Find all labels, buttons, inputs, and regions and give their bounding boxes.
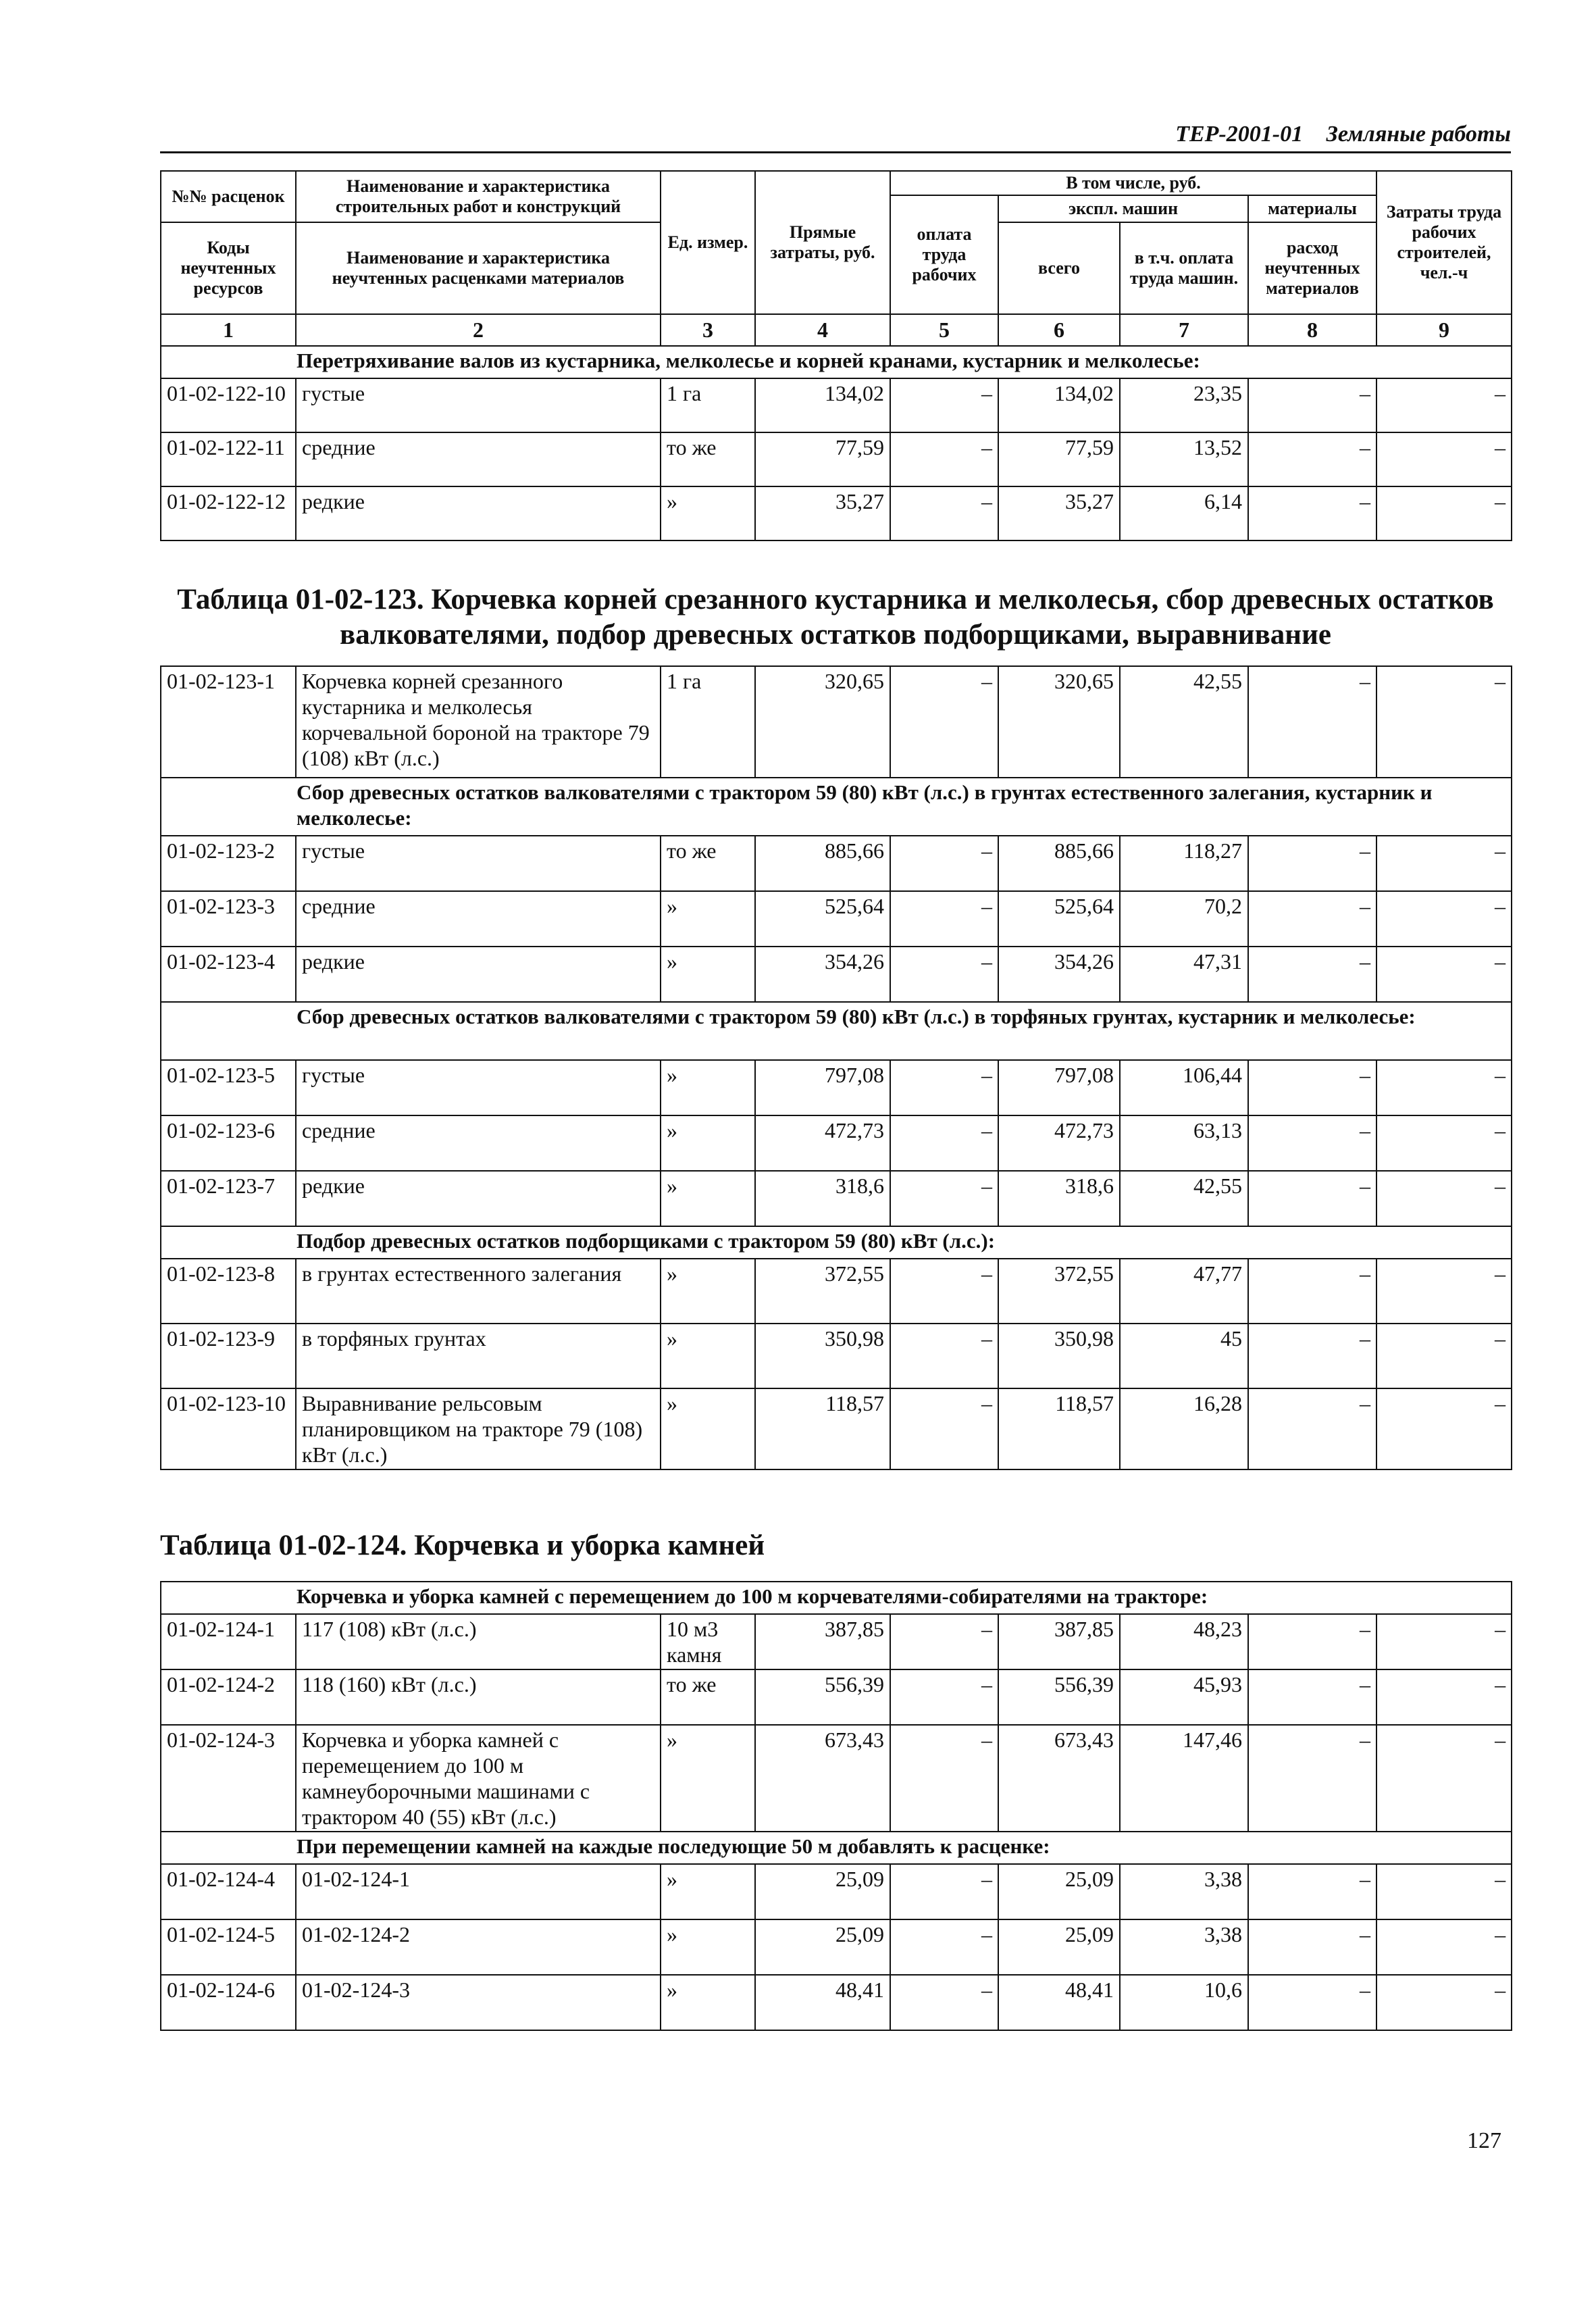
column-number: 4: [755, 314, 890, 346]
machine-labor-cost: 45: [1120, 1324, 1248, 1388]
table-row: [161, 1864, 1512, 1919]
unit: »: [661, 1171, 755, 1226]
table-row: [161, 1388, 1512, 1469]
labor-hours: –: [1376, 486, 1512, 540]
group-header: В том числе, руб.: [890, 171, 1376, 195]
machine-labor-cost: 10,6: [1120, 1975, 1248, 2030]
machine-cost: 48,41: [998, 1975, 1120, 2030]
machine-labor-cost: 6,14: [1120, 486, 1248, 540]
col5-header: оплата труда рабочих: [890, 195, 998, 314]
materials-cost: –: [1248, 1060, 1376, 1115]
rate-code: 01-02-123-6: [161, 1115, 296, 1171]
direct-cost: 134,02: [755, 378, 890, 432]
machine-cost: 25,09: [998, 1919, 1120, 1975]
work-name: средние: [296, 891, 661, 947]
unit: то же: [661, 432, 755, 486]
work-name: Корчевка и уборка камней с перемещением до 100 м камнеуборочными машинами с трактором 40 (55) кВт (л.с.): [296, 1725, 661, 1832]
work-name: в торфяных грунтах: [296, 1324, 661, 1388]
unit: »: [661, 1388, 755, 1469]
materials-cost: –: [1248, 1864, 1376, 1919]
table-row: [161, 1171, 1512, 1226]
rate-code: 01-02-123-10: [161, 1388, 296, 1469]
labor-hours: –: [1376, 1919, 1512, 1975]
section-heading: Перетряхивание валов из кустарника, мелколесье и корней кранами, кустарник и мелколесье:: [161, 346, 1512, 378]
table-row: [161, 947, 1512, 1002]
materials-cost: –: [1248, 378, 1376, 432]
machine-cost: 525,64: [998, 891, 1120, 947]
materials-cost: –: [1248, 891, 1376, 947]
direct-cost: 354,26: [755, 947, 890, 1002]
document-code: ТЕР-2001-01: [1175, 122, 1304, 147]
materials-cost: –: [1248, 836, 1376, 891]
rate-code: 01-02-124-4: [161, 1864, 296, 1919]
machine-labor-cost: 13,52: [1120, 432, 1248, 486]
materials-cost: –: [1248, 1725, 1376, 1832]
direct-cost: 556,39: [755, 1669, 890, 1725]
direct-cost: 320,65: [755, 666, 890, 778]
unit: »: [661, 1259, 755, 1324]
materials-cost: –: [1248, 432, 1376, 486]
machine-labor-cost: 47,77: [1120, 1259, 1248, 1324]
table-row: [161, 1669, 1512, 1725]
labor-cost: –: [890, 1614, 998, 1669]
column-number: 8: [1248, 314, 1376, 346]
unit: то же: [661, 1669, 755, 1725]
machine-cost: 318,6: [998, 1171, 1120, 1226]
labor-hours: –: [1376, 1171, 1512, 1226]
unit: »: [661, 1864, 755, 1919]
labor-cost: –: [890, 1388, 998, 1469]
column-number: 3: [661, 314, 755, 346]
work-name: Выравнивание рельсовым планировщиком на тракторе 79 (108) кВт (л.с.): [296, 1388, 661, 1469]
materials-cost: –: [1248, 486, 1376, 540]
direct-cost: 472,73: [755, 1115, 890, 1171]
labor-hours: –: [1376, 1115, 1512, 1171]
rate-code: 01-02-123-2: [161, 836, 296, 891]
table-row: [161, 378, 1512, 432]
labor-hours: –: [1376, 891, 1512, 947]
col1-bottom-header: Коды неучтенных ресурсов: [161, 222, 296, 314]
materials-cost: –: [1248, 1259, 1376, 1324]
machine-labor-cost: 106,44: [1120, 1060, 1248, 1115]
rate-code: 01-02-123-4: [161, 947, 296, 1002]
direct-cost: 25,09: [755, 1919, 890, 1975]
materials-cost: –: [1248, 1115, 1376, 1171]
materials-cost: –: [1248, 666, 1376, 778]
table-row: [161, 1115, 1512, 1171]
rate-code: 01-02-124-2: [161, 1669, 296, 1725]
unit: »: [661, 486, 755, 540]
rate-code: 01-02-124-1: [161, 1614, 296, 1669]
unit: 1 га: [661, 378, 755, 432]
rate-code: 01-02-123-1: [161, 666, 296, 778]
unit: 10 м3 камня: [661, 1614, 755, 1669]
labor-cost: –: [890, 1669, 998, 1725]
work-name: редкие: [296, 486, 661, 540]
unit: »: [661, 1115, 755, 1171]
materials-cost: –: [1248, 1388, 1376, 1469]
materials-cost: –: [1248, 1614, 1376, 1669]
labor-cost: –: [890, 432, 998, 486]
unit: »: [661, 947, 755, 1002]
machine-cost: 797,08: [998, 1060, 1120, 1115]
col8-header: расход неучтенных материалов: [1248, 222, 1376, 314]
direct-cost: 77,59: [755, 432, 890, 486]
direct-cost: 372,55: [755, 1259, 890, 1324]
direct-cost: 525,64: [755, 891, 890, 947]
machine-labor-cost: 3,38: [1120, 1864, 1248, 1919]
machine-cost: 387,85: [998, 1614, 1120, 1669]
labor-cost: –: [890, 1864, 998, 1919]
col9-header: Затраты труда рабочих строителей, чел.-ч: [1376, 171, 1512, 314]
direct-cost: 318,6: [755, 1171, 890, 1226]
labor-hours: –: [1376, 1725, 1512, 1832]
machine-labor-cost: 147,46: [1120, 1725, 1248, 1832]
col6-header: всего: [998, 222, 1120, 314]
materials-cost: –: [1248, 1171, 1376, 1226]
unit: »: [661, 1725, 755, 1832]
direct-cost: 885,66: [755, 836, 890, 891]
work-name: 117 (108) кВт (л.с.): [296, 1614, 661, 1669]
labor-hours: –: [1376, 1388, 1512, 1469]
machine-labor-cost: 3,38: [1120, 1919, 1248, 1975]
labor-cost: –: [890, 947, 998, 1002]
labor-hours: –: [1376, 1864, 1512, 1919]
col3-header: Ед. измер.: [661, 171, 755, 314]
machine-cost: 472,73: [998, 1115, 1120, 1171]
table-row: [161, 1324, 1512, 1388]
labor-hours: –: [1376, 1324, 1512, 1388]
labor-cost: –: [890, 1919, 998, 1975]
table-123: [160, 665, 1512, 1470]
col2-top-header: Наименование и характеристика строительных работ и конструкций: [296, 171, 661, 222]
section-heading: Корчевка и уборка камней с перемещением до 100 м корчевателями-собирателями на тракторе:: [161, 1582, 1512, 1614]
labor-cost: –: [890, 836, 998, 891]
work-name: 01-02-124-1: [296, 1864, 661, 1919]
section-heading: Сбор древесных остатков валкователями с трактором 59 (80) кВт (л.с.) в торфяных грунтах, кустарник и мелколесье:: [161, 1002, 1512, 1060]
unit: »: [661, 1919, 755, 1975]
section-heading: Подбор древесных остатков подборщиками с трактором 59 (80) кВт (л.с.):: [161, 1226, 1512, 1259]
direct-cost: 387,85: [755, 1614, 890, 1669]
labor-hours: –: [1376, 947, 1512, 1002]
table-row: [161, 486, 1512, 540]
machine-cost: 35,27: [998, 486, 1120, 540]
column-number: 6: [998, 314, 1120, 346]
machine-cost: 350,98: [998, 1324, 1120, 1388]
table-124: [160, 1581, 1512, 2031]
table-123-title: Таблица 01-02-123. Корчевка корней срезанного кустарника и мелколесья, сбор древесных остатков валкователями, подбор древесных остатков подборщиками, выравнивание: [177, 584, 1494, 651]
work-name: 118 (160) кВт (л.с.): [296, 1669, 661, 1725]
direct-cost: 797,08: [755, 1060, 890, 1115]
materials-cost: –: [1248, 1324, 1376, 1388]
labor-hours: –: [1376, 666, 1512, 778]
unit: »: [661, 1975, 755, 2030]
work-name: редкие: [296, 1171, 661, 1226]
machine-labor-cost: 42,55: [1120, 1171, 1248, 1226]
table-row: [161, 1975, 1512, 2030]
unit: 1 га: [661, 666, 755, 778]
labor-hours: –: [1376, 1060, 1512, 1115]
machine-labor-cost: 16,28: [1120, 1388, 1248, 1469]
materials-cost: –: [1248, 1975, 1376, 2030]
column-number: 1: [161, 314, 296, 346]
machine-labor-cost: 118,27: [1120, 836, 1248, 891]
section-heading: При перемещении камней на каждые последующие 50 м добавлять к расценке:: [161, 1832, 1512, 1864]
unit: то же: [661, 836, 755, 891]
direct-cost: 350,98: [755, 1324, 890, 1388]
work-name: густые: [296, 1060, 661, 1115]
machine-cost: 354,26: [998, 947, 1120, 1002]
table-row: [161, 1259, 1512, 1324]
rate-code: 01-02-124-6: [161, 1975, 296, 2030]
table-row: [161, 1725, 1512, 1832]
machine-cost: 320,65: [998, 666, 1120, 778]
labor-cost: –: [890, 1060, 998, 1115]
machine-labor-cost: 23,35: [1120, 378, 1248, 432]
column-number: 5: [890, 314, 998, 346]
machine-cost: 134,02: [998, 378, 1120, 432]
unit: »: [661, 1324, 755, 1388]
machine-labor-cost: 47,31: [1120, 947, 1248, 1002]
col7-header: в т.ч. оплата труда машин.: [1120, 222, 1248, 314]
work-name: густые: [296, 378, 661, 432]
direct-cost: 35,27: [755, 486, 890, 540]
section-heading: Сбор древесных остатков валкователями с трактором 59 (80) кВт (л.с.) в грунтах естественного залегания, кустарник и мелколесье:: [161, 778, 1512, 836]
col2-bottom-header: Наименование и характеристика неучтенных расценками материалов: [296, 222, 661, 314]
direct-cost: 48,41: [755, 1975, 890, 2030]
labor-cost: –: [890, 1324, 998, 1388]
machine-labor-cost: 48,23: [1120, 1614, 1248, 1669]
labor-cost: –: [890, 1975, 998, 2030]
machine-labor-cost: 63,13: [1120, 1115, 1248, 1171]
labor-hours: –: [1376, 1975, 1512, 2030]
unit: »: [661, 1060, 755, 1115]
column-number: 2: [296, 314, 661, 346]
materials-cost: –: [1248, 1669, 1376, 1725]
machine-labor-cost: 45,93: [1120, 1669, 1248, 1725]
column-number: 7: [1120, 314, 1248, 346]
table-row: [161, 1919, 1512, 1975]
materials-cost: –: [1248, 947, 1376, 1002]
work-name: 01-02-124-2: [296, 1919, 661, 1975]
rate-code: 01-02-124-3: [161, 1725, 296, 1832]
labor-cost: –: [890, 1259, 998, 1324]
labor-cost: –: [890, 666, 998, 778]
rate-code: 01-02-123-3: [161, 891, 296, 947]
machines-header: экспл. машин: [998, 195, 1248, 222]
work-name: Корчевка корней срезанного кустарника и мелколесья корчевальной бороной на тракторе 79 (108) кВт (л.с.): [296, 666, 661, 778]
machine-cost: 77,59: [998, 432, 1120, 486]
table-row: [161, 666, 1512, 778]
direct-cost: 25,09: [755, 1864, 890, 1919]
table-row: [161, 1614, 1512, 1669]
work-name: густые: [296, 836, 661, 891]
table-row: [161, 1060, 1512, 1115]
machine-cost: 118,57: [998, 1388, 1120, 1469]
labor-cost: –: [890, 1171, 998, 1226]
rate-code: 01-02-123-9: [161, 1324, 296, 1388]
labor-cost: –: [890, 1725, 998, 1832]
section-title: Земляные работы: [1326, 122, 1511, 147]
rate-code: 01-02-123-7: [161, 1171, 296, 1226]
work-name: средние: [296, 432, 661, 486]
table-122: [160, 170, 1512, 541]
labor-hours: –: [1376, 836, 1512, 891]
machine-labor-cost: 42,55: [1120, 666, 1248, 778]
labor-hours: –: [1376, 1669, 1512, 1725]
rate-code: 01-02-123-8: [161, 1259, 296, 1324]
machine-cost: 372,55: [998, 1259, 1120, 1324]
labor-cost: –: [890, 1115, 998, 1171]
work-name: редкие: [296, 947, 661, 1002]
labor-hours: –: [1376, 378, 1512, 432]
table-124-title: Таблица 01-02-124. Корчевка и уборка камней: [160, 1530, 765, 1561]
col4-header: Прямые затраты, руб.: [755, 171, 890, 314]
machine-cost: 556,39: [998, 1669, 1120, 1725]
column-numbers-row: [161, 314, 1512, 346]
unit: »: [661, 891, 755, 947]
table-row: [161, 891, 1512, 947]
direct-cost: 673,43: [755, 1725, 890, 1832]
labor-hours: –: [1376, 1259, 1512, 1324]
labor-hours: –: [1376, 432, 1512, 486]
materials-header: материалы: [1248, 195, 1376, 222]
labor-hours: –: [1376, 1614, 1512, 1669]
work-name: 01-02-124-3: [296, 1975, 661, 2030]
rate-code: 01-02-123-5: [161, 1060, 296, 1115]
table-row: [161, 432, 1512, 486]
labor-cost: –: [890, 378, 998, 432]
direct-cost: 118,57: [755, 1388, 890, 1469]
table-row: [161, 836, 1512, 891]
rate-code: 01-02-122-11: [161, 432, 296, 486]
column-number: 9: [1376, 314, 1512, 346]
page-number: 127: [1467, 2128, 1501, 2153]
rate-code: 01-02-124-5: [161, 1919, 296, 1975]
work-name: в грунтах естественного залегания: [296, 1259, 661, 1324]
machine-cost: 885,66: [998, 836, 1120, 891]
work-name: средние: [296, 1115, 661, 1171]
machine-labor-cost: 70,2: [1120, 891, 1248, 947]
rate-code: 01-02-122-10: [161, 378, 296, 432]
labor-cost: –: [890, 486, 998, 540]
materials-cost: –: [1248, 1919, 1376, 1975]
machine-cost: 25,09: [998, 1864, 1120, 1919]
page-header: [160, 122, 1511, 153]
col1-top-header: №№ расценок: [161, 171, 296, 222]
labor-cost: –: [890, 891, 998, 947]
rate-code: 01-02-122-12: [161, 486, 296, 540]
machine-cost: 673,43: [998, 1725, 1120, 1832]
